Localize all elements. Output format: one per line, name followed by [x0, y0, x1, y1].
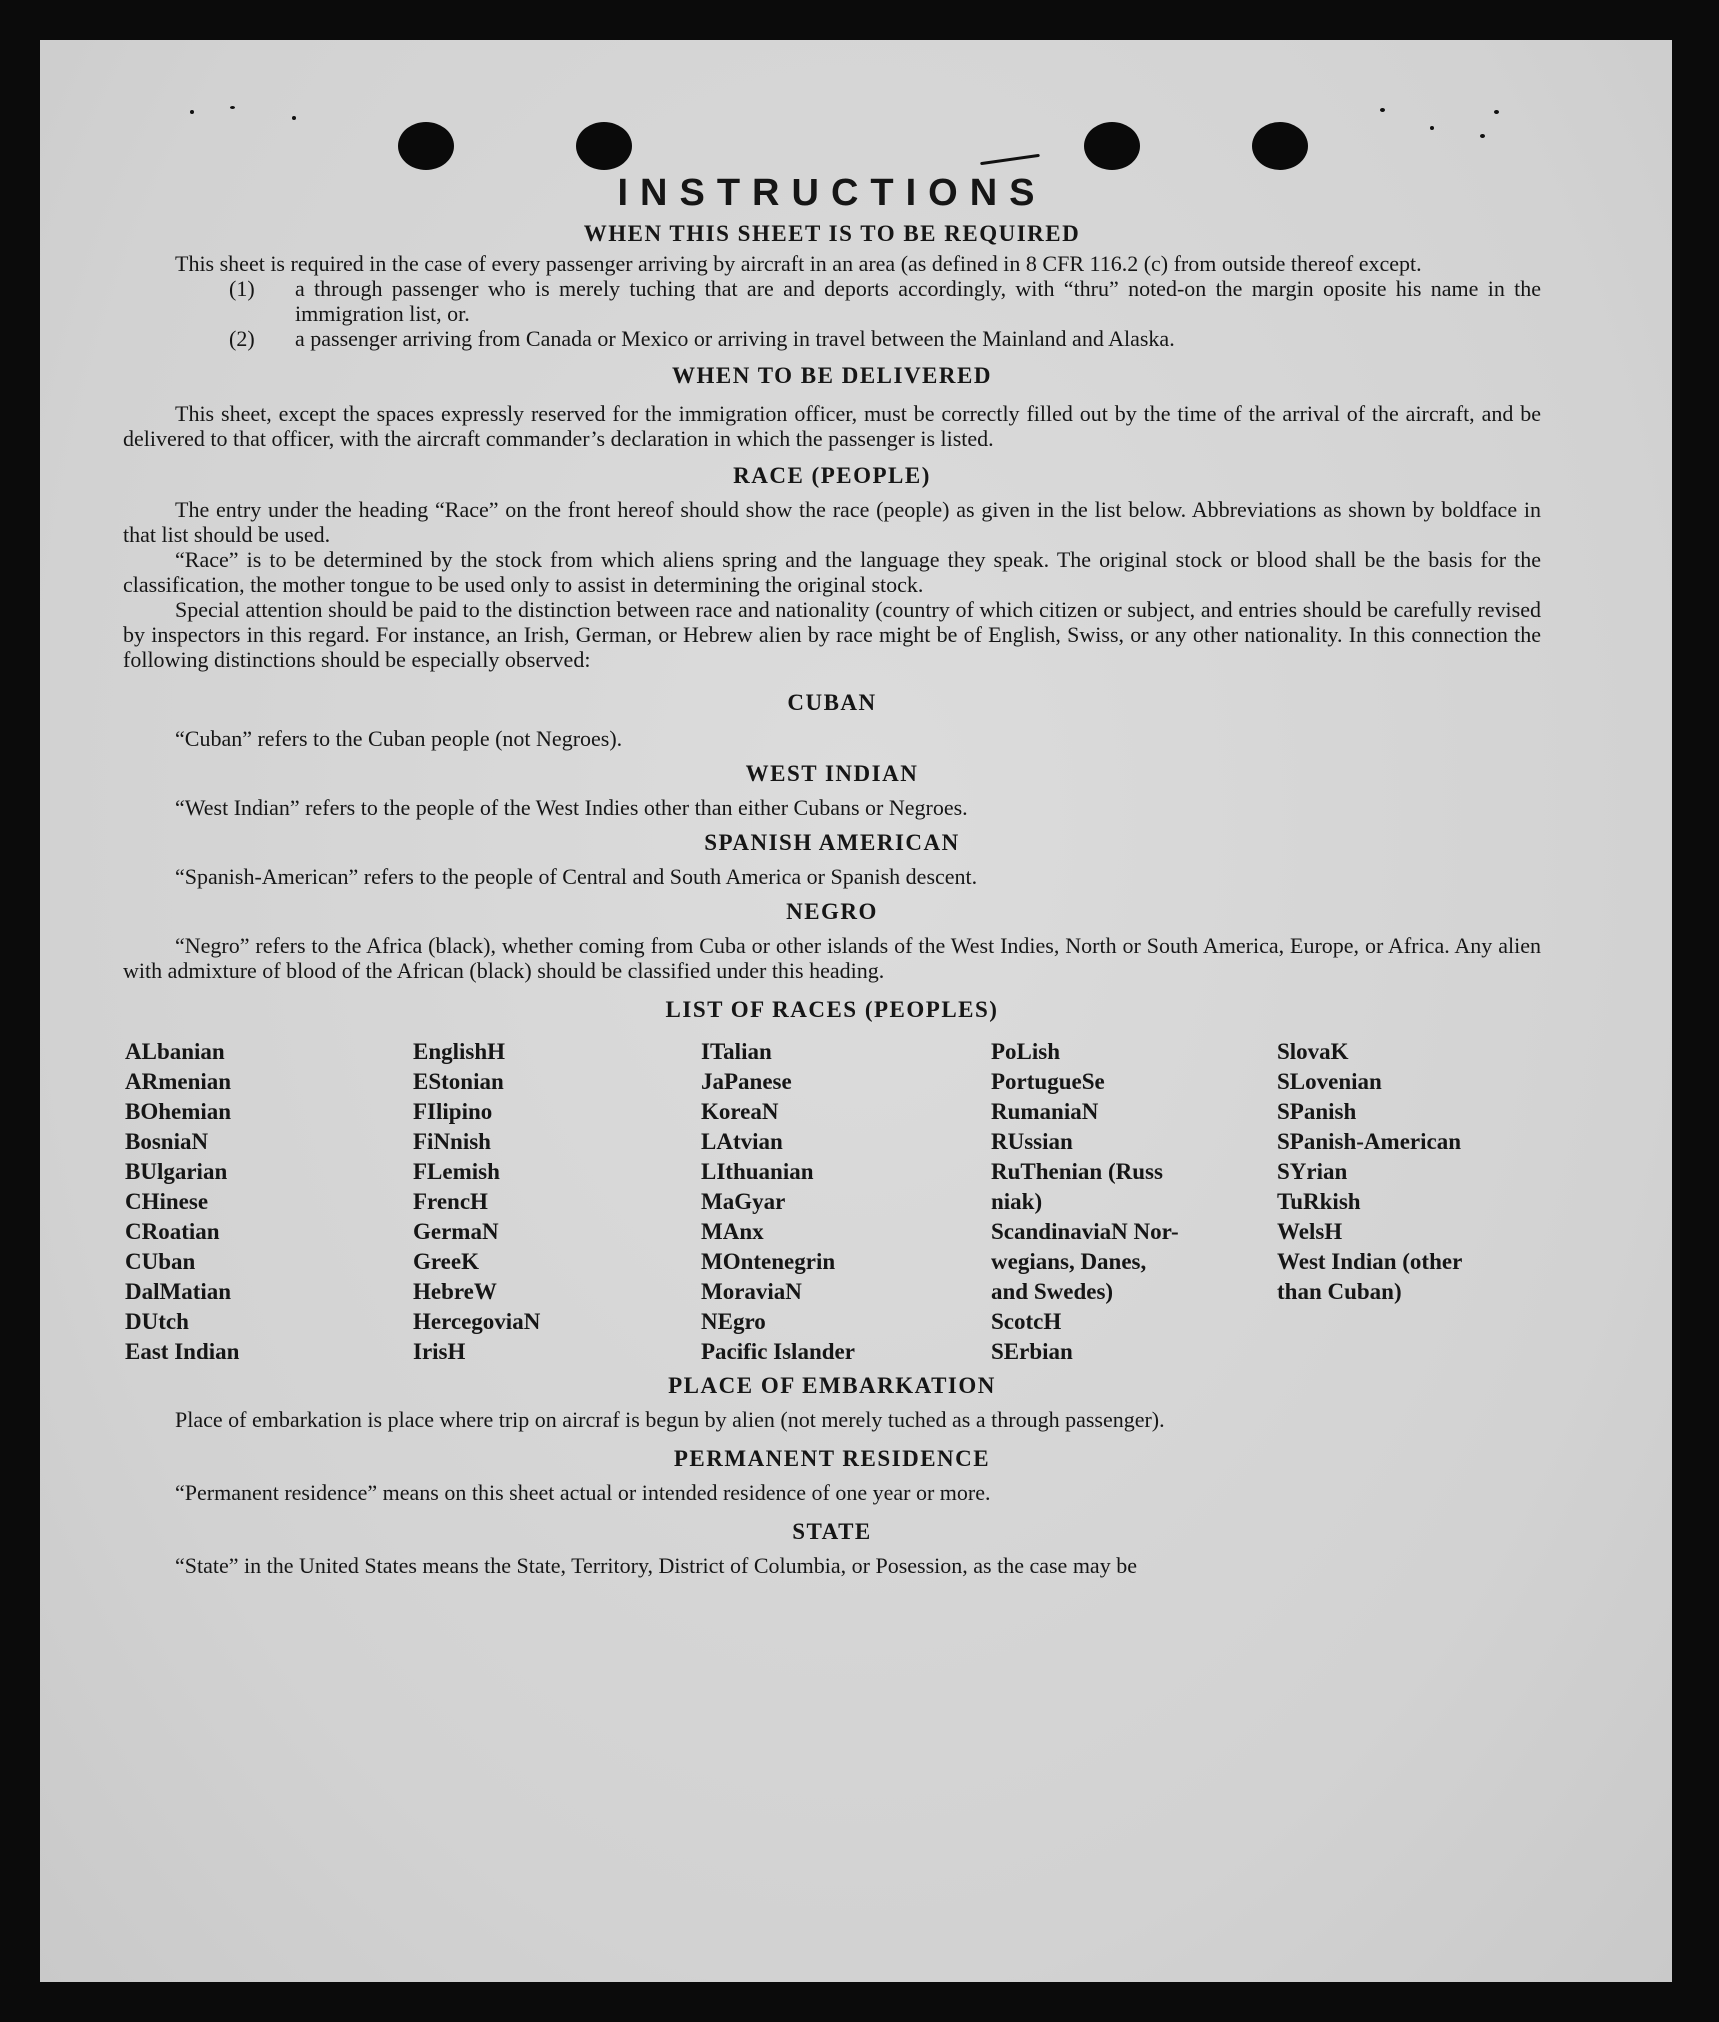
- race-entry: LAtvian: [701, 1129, 783, 1154]
- race-entry: ALbanian: [125, 1039, 225, 1064]
- race-entry: MaGyar: [701, 1189, 786, 1214]
- race-entry: WelsH: [1277, 1219, 1343, 1244]
- list-number: (2): [229, 326, 255, 351]
- instructions-body: [123, 172, 1541, 1578]
- paragraph-race-2: “Race” is to be determined by the stock from which aliens spring and the language they speak. The original stock or blood shall be the basis for the classification, the mother tongue to be used only to assist in determining the original stock.: [123, 547, 1541, 597]
- race-entry: SErbian: [991, 1339, 1073, 1364]
- races-column-5: [1277, 1037, 1537, 1367]
- heading-race: RACE (PEOPLE): [733, 463, 931, 488]
- race-entry: GermaN: [413, 1219, 499, 1244]
- race-entry: ScotcH: [991, 1309, 1062, 1334]
- paragraph-race-3: Special attention should be paid to the distinction between race and nationality (country of which citizen or subject, and entries should be carefully revised by inspectors in this regard. For instance, an Irish, German, or Hebrew alien by race might be of English, Swiss, or any other nationality. In this connection the following distinctions should be especially observed:: [123, 597, 1541, 672]
- heading-cuban: CUBAN: [787, 690, 877, 715]
- race-entry: JaPanese: [701, 1069, 792, 1094]
- race-entry: TuRkish: [1277, 1189, 1361, 1214]
- page-title: INSTRUCTIONS: [617, 172, 1047, 214]
- paragraph-cuban: “Cuban” refers to the Cuban people (not Negroes).: [175, 726, 623, 751]
- race-entry: SPanish-American: [1277, 1129, 1461, 1154]
- speck: [1480, 134, 1485, 138]
- heading-permanent-residence: PERMANENT RESIDENCE: [673, 1446, 991, 1471]
- race-entry: ScandinaviaN Nor- wegians, Danes, and Swedes): [991, 1219, 1179, 1304]
- paragraph-when-delivered: This sheet, except the spaces expressly reserved for the immigration officer, must be correctly filled out by the time of the arrival of the aircraft, and be delivered to that officer, with the aircraft commander’s declaration in which the passenger is listed.: [123, 401, 1541, 451]
- race-entry: KoreaN: [701, 1099, 779, 1124]
- punch-hole: [398, 122, 454, 170]
- paragraph-embarkation: Place of embarkation is place where trip on aircraf is begun by alien (not merely tuched as a through passenger).: [175, 1407, 1165, 1432]
- race-entry: ITalian: [701, 1039, 772, 1064]
- race-entry: SYrian: [1277, 1159, 1348, 1184]
- race-entry: NEgro: [701, 1309, 766, 1334]
- race-entry: MoraviaN: [701, 1279, 802, 1304]
- heading-negro: NEGRO: [786, 899, 878, 924]
- speck: [1430, 126, 1434, 130]
- heading-when-delivered: WHEN TO BE DELIVERED: [672, 363, 992, 388]
- race-entry: GreeK: [413, 1249, 479, 1274]
- race-entry: FIlipino: [413, 1099, 493, 1124]
- race-entry: IrisH: [413, 1339, 466, 1364]
- speck: [1494, 110, 1499, 114]
- race-entry: CUban: [125, 1249, 196, 1274]
- heading-when-required: WHEN THIS SHEET IS TO BE REQUIRED: [583, 221, 1081, 246]
- race-entry: SlovaK: [1277, 1039, 1349, 1064]
- race-entry: RUssian: [991, 1129, 1073, 1154]
- race-entry: SLovenian: [1277, 1069, 1382, 1094]
- list-item: [123, 326, 1541, 351]
- race-entry: Pacific Islander: [701, 1339, 855, 1364]
- race-entry: LIthuanian: [701, 1159, 814, 1184]
- race-entry: FrencH: [413, 1189, 488, 1214]
- race-entry: FiNnish: [413, 1129, 491, 1154]
- speck: [1380, 108, 1385, 112]
- races-column-4: [991, 1037, 1277, 1367]
- race-entry: PoLish: [991, 1039, 1061, 1064]
- heading-spanish-american: SPANISH AMERICAN: [704, 830, 960, 855]
- heading-embarkation: PLACE OF EMBARKATION: [668, 1373, 996, 1398]
- punch-hole: [1084, 122, 1140, 170]
- list-number: (1): [229, 276, 255, 301]
- paragraph-state: “State” in the United States means the State, Territory, District of Columbia, or Posession, as the case may be: [175, 1553, 1137, 1578]
- paragraph-west-indian: “West Indian” refers to the people of the West Indies other than either Cubans or Negroes.: [175, 795, 968, 820]
- race-entry: ARmenian: [125, 1069, 232, 1094]
- race-entry: RumaniaN: [991, 1099, 1099, 1124]
- race-entry: BOhemian: [125, 1099, 232, 1124]
- paragraph-negro: “Negro” refers to the Africa (black), whether coming from Cuba or other islands of the West Indies, North or South America, Europe, or Africa. Any alien with admixture of blood of the African (black) should be classified under this heading.: [123, 933, 1541, 983]
- paragraph-permanent-residence: “Permanent residence” means on this sheet actual or intended residence of one year or more.: [175, 1480, 991, 1505]
- race-entry: EStonian: [413, 1069, 504, 1094]
- race-entry: DalMatian: [125, 1279, 232, 1304]
- punch-hole: [1252, 122, 1308, 170]
- race-entry: HercegoviaN: [413, 1309, 541, 1334]
- races-column-1: [125, 1037, 413, 1367]
- paragraph-spanish-american: “Spanish-American” refers to the people of Central and South America or Spanish descent.: [175, 864, 978, 889]
- race-entry: SPanish: [1277, 1099, 1357, 1124]
- race-entry: DUtch: [125, 1309, 189, 1334]
- paragraph-race-1: The entry under the heading “Race” on the front hereof should show the race (people) as given in the list below. Abbreviations as shown by boldface in that list should be used.: [123, 497, 1541, 547]
- race-entry: EnglishH: [413, 1039, 506, 1064]
- race-entry: FLemish: [413, 1159, 500, 1184]
- race-entry: MOntenegrin: [701, 1249, 836, 1274]
- races-list: [125, 1037, 1541, 1367]
- race-entry: BosniaN: [125, 1129, 209, 1154]
- race-entry: CRoatian: [125, 1219, 220, 1244]
- race-entry: East Indian: [125, 1339, 240, 1364]
- list-text: a through passenger who is merely tuching that are and deports accordingly, with “thru” noted-on the margin oposite his name in the immigration list, or.: [295, 276, 1541, 326]
- heading-state: STATE: [792, 1519, 872, 1544]
- race-entry: MAnx: [701, 1219, 764, 1244]
- race-entry: West Indian (other than Cuban): [1277, 1249, 1463, 1304]
- speck: [190, 110, 194, 114]
- punch-hole: [576, 122, 632, 170]
- paragraph-when-required: This sheet is required in the case of every passenger arriving by aircraft in an area (as defined in 8 CFR 116.2 (c) from outside thereof except.: [175, 251, 1422, 276]
- heading-list-of-races: LIST OF RACES (PEOPLES): [665, 997, 999, 1022]
- race-entry: CHinese: [125, 1189, 209, 1214]
- pen-mark: [980, 154, 1040, 165]
- list-item: [123, 276, 1541, 326]
- races-column-2: [413, 1037, 701, 1367]
- heading-west-indian: WEST INDIAN: [745, 761, 919, 786]
- speck: [230, 106, 235, 109]
- list-text: a passenger arriving from Canada or Mexico or arriving in travel between the Mainland and Alaska.: [295, 326, 1175, 351]
- race-entry: PortugueSe: [991, 1069, 1105, 1094]
- speck: [292, 116, 296, 120]
- race-entry: RuThenian (Russ niak): [991, 1159, 1163, 1214]
- race-entry: BUlgarian: [125, 1159, 228, 1184]
- race-entry: HebreW: [413, 1279, 497, 1304]
- races-column-3: [701, 1037, 991, 1367]
